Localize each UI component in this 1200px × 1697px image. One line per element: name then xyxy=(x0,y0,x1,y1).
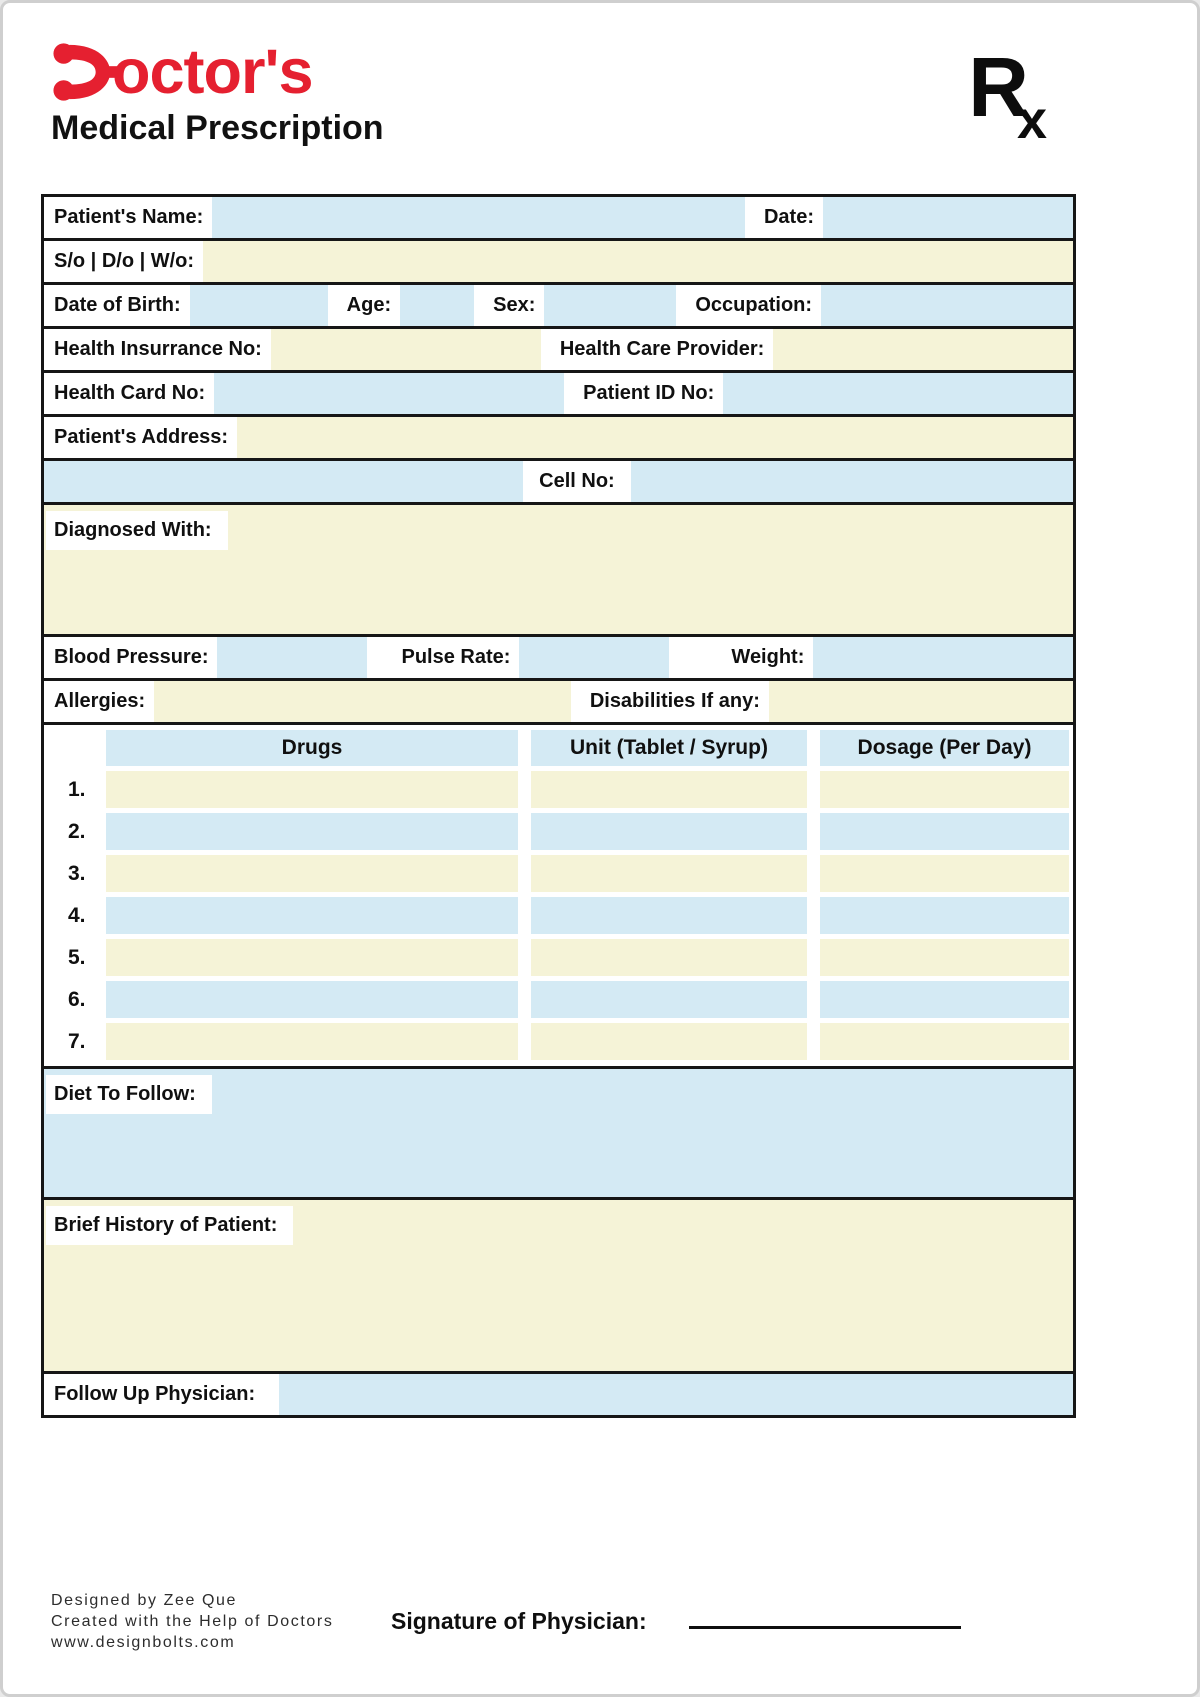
health-insurance-label: Health Insurrance No: xyxy=(44,329,262,370)
drugs-header-gutter xyxy=(44,730,106,766)
cell-no-field-right[interactable] xyxy=(631,461,1073,502)
relation-field[interactable] xyxy=(203,241,1073,282)
drug-row-5 xyxy=(44,939,1069,976)
drug-row-number: 4. xyxy=(44,897,106,934)
credit-line: Created with the Help of Doctors xyxy=(51,1613,334,1630)
drug-name-field-7[interactable] xyxy=(106,1023,518,1060)
patient-id-field[interactable] xyxy=(723,373,1073,414)
cell-no-label: Cell No: xyxy=(523,461,631,502)
relation-row xyxy=(44,241,1073,285)
sex-field[interactable] xyxy=(544,285,676,326)
page-title: Medical Prescription xyxy=(51,109,384,147)
patient-id-label: Patient ID No: xyxy=(573,373,714,414)
patients-name-field[interactable] xyxy=(212,197,745,238)
drug-name-field-1[interactable] xyxy=(106,771,518,808)
drug-row-3 xyxy=(44,855,1069,892)
drug-unit-field-1[interactable] xyxy=(531,771,807,808)
health-insurance-field[interactable] xyxy=(271,329,541,370)
footer xyxy=(51,1590,1149,1653)
dosage-column-header: Dosage (Per Day) xyxy=(820,730,1069,766)
rx-icon xyxy=(968,40,1047,150)
signature-block xyxy=(391,1608,961,1635)
health-card-label: Health Card No: xyxy=(44,373,205,414)
pulse-rate-label: Pulse Rate: xyxy=(391,637,510,678)
drug-unit-field-7[interactable] xyxy=(531,1023,807,1060)
patients-address-field[interactable] xyxy=(237,417,1073,458)
drug-row-number: 6. xyxy=(44,981,106,1018)
blood-pressure-label: Blood Pressure: xyxy=(44,637,208,678)
drugs-column-header: Drugs xyxy=(106,730,518,766)
header xyxy=(51,36,1047,150)
drug-dosage-field-1[interactable] xyxy=(820,771,1069,808)
address-row xyxy=(44,417,1073,461)
insurance-row xyxy=(44,329,1073,373)
drug-row-4 xyxy=(44,897,1069,934)
drug-dosage-field-5[interactable] xyxy=(820,939,1069,976)
unit-column-header: Unit (Tablet / Syrup) xyxy=(531,730,807,766)
cell-no-field-left[interactable] xyxy=(44,461,523,502)
vitals-row xyxy=(44,637,1073,681)
patients-address-label: Patient's Address: xyxy=(44,417,228,458)
dob-label: Date of Birth: xyxy=(44,285,181,326)
diagnosed-with-area[interactable] xyxy=(44,505,1073,637)
patients-name-label: Patient's Name: xyxy=(44,197,203,238)
relation-label: S/o | D/o | W/o: xyxy=(44,241,194,282)
diet-to-follow-label: Diet To Follow: xyxy=(46,1075,212,1114)
diagnosed-with-label: Diagnosed With: xyxy=(46,511,228,550)
drugs-table xyxy=(44,725,1073,1069)
prescription-form xyxy=(41,194,1076,1418)
drug-dosage-field-4[interactable] xyxy=(820,897,1069,934)
health-card-field[interactable] xyxy=(214,373,564,414)
sex-label: Sex: xyxy=(483,285,535,326)
drug-row-7 xyxy=(44,1023,1069,1060)
drug-row-number: 7. xyxy=(44,1023,106,1060)
patient-name-row xyxy=(44,197,1073,241)
allergies-label: Allergies: xyxy=(44,681,145,722)
drug-row-number: 3. xyxy=(44,855,106,892)
dob-field[interactable] xyxy=(190,285,328,326)
drug-name-field-4[interactable] xyxy=(106,897,518,934)
follow-up-physician-field[interactable] xyxy=(279,1374,1073,1415)
drug-dosage-field-7[interactable] xyxy=(820,1023,1069,1060)
date-label: Date: xyxy=(754,197,814,238)
drug-row-2 xyxy=(44,813,1069,850)
credit-line: Designed by Zee Que xyxy=(51,1592,238,1609)
allergies-field[interactable] xyxy=(154,681,571,722)
drug-unit-field-4[interactable] xyxy=(531,897,807,934)
drug-name-field-6[interactable] xyxy=(106,981,518,1018)
drugs-table-header xyxy=(44,730,1069,766)
stethoscope-d-icon xyxy=(51,39,119,105)
diet-to-follow-area[interactable] xyxy=(44,1069,1073,1200)
follow-up-physician-label: Follow Up Physician: xyxy=(44,1374,279,1415)
drug-unit-field-3[interactable] xyxy=(531,855,807,892)
disabilities-label: Disabilities If any: xyxy=(580,681,760,722)
drug-unit-field-5[interactable] xyxy=(531,939,807,976)
credit-line: www.designbolts.com xyxy=(51,1634,236,1651)
cell-no-row xyxy=(44,461,1073,505)
drug-dosage-field-3[interactable] xyxy=(820,855,1069,892)
blood-pressure-field[interactable] xyxy=(217,637,367,678)
dob-row xyxy=(44,285,1073,329)
signature-line xyxy=(689,1626,961,1629)
brand-name: octor's xyxy=(112,36,313,107)
drug-name-field-2[interactable] xyxy=(106,813,518,850)
brief-history-label: Brief History of Patient: xyxy=(46,1206,293,1245)
health-card-row xyxy=(44,373,1073,417)
health-care-provider-label: Health Care Provider: xyxy=(550,329,765,370)
rx-letter-x: x xyxy=(1016,90,1047,150)
drug-dosage-field-2[interactable] xyxy=(820,813,1069,850)
drug-unit-field-2[interactable] xyxy=(531,813,807,850)
signature-label: Signature of Physician: xyxy=(391,1608,647,1634)
drug-row-number: 2. xyxy=(44,813,106,850)
occupation-label: Occupation: xyxy=(685,285,812,326)
weight-label: Weight: xyxy=(721,637,804,678)
allergies-row xyxy=(44,681,1073,725)
drug-row-number: 5. xyxy=(44,939,106,976)
drug-row-1 xyxy=(44,771,1069,808)
age-field[interactable] xyxy=(400,285,474,326)
weight-field[interactable] xyxy=(813,637,1073,678)
drug-row-number: 1. xyxy=(44,771,106,808)
drug-name-field-3[interactable] xyxy=(106,855,518,892)
rx-letter-r: R xyxy=(968,40,1029,134)
date-field[interactable] xyxy=(823,197,1073,238)
health-care-provider-field[interactable] xyxy=(773,329,1073,370)
occupation-field[interactable] xyxy=(821,285,1073,326)
drug-dosage-field-6[interactable] xyxy=(820,981,1069,1018)
drug-name-field-5[interactable] xyxy=(106,939,518,976)
disabilities-field[interactable] xyxy=(769,681,1073,722)
drug-row-6 xyxy=(44,981,1069,1018)
age-label: Age: xyxy=(337,285,391,326)
drug-unit-field-6[interactable] xyxy=(531,981,807,1018)
doctors-logo xyxy=(51,36,384,148)
designer-credits xyxy=(51,1590,391,1653)
pulse-rate-field[interactable] xyxy=(519,637,669,678)
follow-up-row xyxy=(44,1374,1073,1415)
brief-history-area[interactable] xyxy=(44,1200,1073,1374)
